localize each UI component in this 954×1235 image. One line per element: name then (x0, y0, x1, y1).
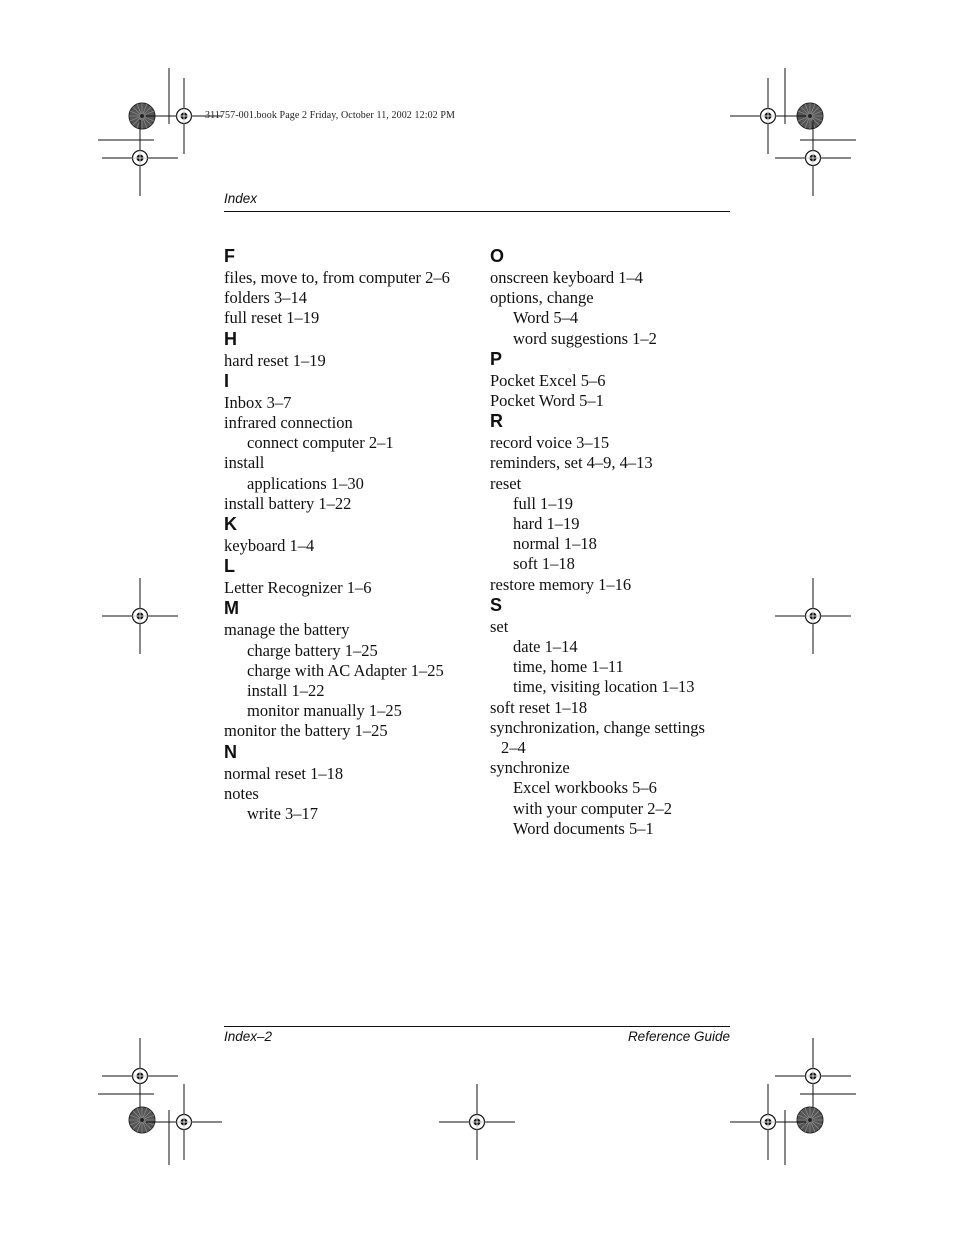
index-entry: hard reset 1–19 (224, 350, 326, 370)
folio: Index–2 (224, 1029, 273, 1044)
section-letter: R (490, 411, 503, 432)
index-column-left (224, 246, 464, 824)
index-subentry: normal 1–18 (513, 534, 597, 554)
registration-cross-bottom-center (439, 1084, 515, 1160)
index-section-r (490, 411, 730, 595)
index-entry: 2–4 (501, 738, 526, 758)
registration-cross-left-lower (102, 1038, 178, 1114)
section-letter: K (224, 514, 237, 535)
index-entry: options, change (490, 288, 594, 308)
index-subentry: time, visiting location 1–13 (513, 677, 695, 697)
index-entry: full reset 1–19 (224, 308, 320, 328)
registration-disc-bottom-left (129, 1107, 155, 1133)
index-entry: record voice 3–15 (490, 433, 610, 453)
index-section-k (224, 514, 464, 556)
section-letter: F (224, 246, 235, 266)
index-entry: install (224, 453, 265, 473)
index-entry: Pocket Excel 5–6 (490, 370, 606, 390)
registration-cross-bottom-left (146, 1084, 222, 1160)
section-letter: L (224, 556, 235, 577)
index-entry: normal reset 1–18 (224, 763, 344, 783)
index-subentry: Word 5–4 (513, 308, 579, 328)
index-section-o (490, 246, 730, 349)
index-column-right (490, 246, 730, 839)
section-letter: H (224, 328, 237, 349)
registration-cross-right-upper (775, 120, 851, 196)
index-entry: synchronize (490, 758, 570, 778)
index-entry: reset (490, 473, 522, 493)
section-letter: M (224, 598, 239, 619)
index-entry: install battery 1–22 (224, 493, 352, 513)
registration-cross-right-mid (775, 578, 851, 654)
index-entry: notes (224, 783, 259, 803)
index-section-h (224, 329, 464, 371)
section-letter: S (490, 594, 503, 615)
index-subentry: write 3–17 (247, 804, 319, 824)
index-entry: synchronization, change settings (490, 717, 705, 737)
section-letter: P (490, 348, 503, 369)
index-entry: Letter Recognizer 1–6 (224, 578, 372, 598)
registration-cross-bottom-right (730, 1084, 806, 1160)
index-subentry: install 1–22 (247, 681, 325, 701)
index-entry: folders 3–14 (224, 288, 307, 308)
header-rule (224, 211, 730, 212)
index-subentry: with your computer 2–2 (513, 798, 673, 818)
index-subentry: charge with AC Adapter 1–25 (247, 660, 444, 680)
index-subentry: time, home 1–11 (513, 657, 624, 677)
index-entry: manage the battery (224, 620, 350, 640)
index-subentry: monitor manually 1–25 (247, 701, 402, 721)
index-section-p (490, 349, 730, 411)
index-entry: Pocket Word 5–1 (490, 391, 604, 411)
index-subentry: Word documents 5–1 (513, 818, 654, 838)
index-entry: monitor the battery 1–25 (224, 721, 388, 741)
section-letter: N (224, 741, 237, 762)
index-entry: restore memory 1–16 (490, 574, 632, 594)
index-section-m (224, 598, 464, 741)
index-subentry: Excel workbooks 5–6 (513, 778, 657, 798)
index-subentry: charge battery 1–25 (247, 640, 378, 660)
section-letter: I (224, 370, 230, 391)
registration-cross-right-lower (775, 1038, 851, 1114)
registration-disc-bottom-right (797, 1107, 823, 1133)
index-section-l (224, 556, 464, 598)
section-letter: O (490, 246, 505, 266)
index-subentry: word suggestions 1–2 (513, 328, 657, 348)
index-subentry: full 1–19 (513, 493, 574, 513)
index-subentry: soft 1–18 (513, 554, 575, 574)
registration-cross-left-upper (102, 120, 178, 196)
index-entry: set (490, 616, 509, 636)
index-subentry: applications 1–30 (247, 473, 364, 493)
index-section-f (224, 246, 464, 329)
registration-cross-top-right (730, 78, 806, 154)
book-title-footer: Reference Guide (627, 1029, 730, 1044)
index-section-i (224, 371, 464, 514)
index-subentry: connect computer 2–1 (247, 433, 394, 453)
index-entry: soft reset 1–18 (490, 697, 588, 717)
index-entry: files, move to, from computer 2–6 (224, 268, 450, 287)
index-section-n (224, 742, 464, 825)
index-entry: Inbox 3–7 (224, 392, 292, 412)
footer-rule (224, 1026, 730, 1027)
registration-cross-left-mid (102, 578, 178, 654)
index-entry: onscreen keyboard 1–4 (490, 268, 644, 287)
book-slug-line: 311757-001.book Page 2 Friday, October 11, 2002 12:02 PM (205, 110, 456, 121)
index-subentry: hard 1–19 (513, 514, 580, 534)
index-subentry: date 1–14 (513, 637, 578, 657)
index-entry: keyboard 1–4 (224, 536, 315, 556)
index-section-s (490, 595, 730, 839)
index-entry: infrared connection (224, 413, 353, 433)
index-entry: reminders, set 4–9, 4–13 (490, 453, 653, 473)
running-head: Index (224, 191, 258, 206)
